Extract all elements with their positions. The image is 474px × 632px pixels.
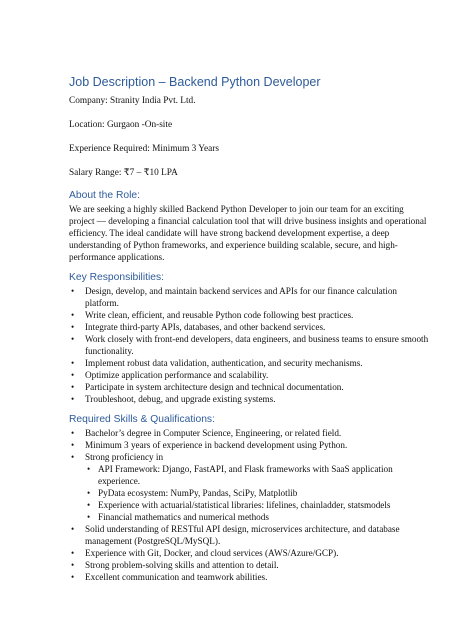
list-item: • Write clean, efficient, and reusable Python code following best practices. — [69, 309, 431, 321]
about-paragraph: We are seeking a highly skilled Backend Python Developer to join our team for an exciting project — developing a financial calculation tool that will drive business insights and operational efficiency. The ideal candidate will have strong backend development expertise, a deep understanding of Python frameworks, and experience building scalable, secure, and high-performance applications. — [69, 204, 427, 262]
list-item: • Experience with Git, Docker, and cloud services (AWS/Azure/GCP). — [69, 547, 431, 559]
salary-line: Salary Range: ₹7 – ₹10 LPA — [69, 168, 178, 178]
sublist-item: • Experience with actuarial/statistical libraries: lifelines, chainladder, statsmodels — [69, 499, 431, 511]
document-body — [69, 74, 431, 583]
skills-list — [69, 427, 431, 583]
about-heading: About the Role: — [69, 190, 140, 201]
responsibilities-list — [69, 285, 431, 405]
responsibilities-heading: Key Responsibilities: — [69, 272, 165, 283]
location-line: Location: Gurgaon -On-site — [69, 120, 173, 130]
list-item: • Participate in system architecture design and technical documentation. — [69, 381, 431, 393]
list-item: • Minimum 3 years of experience in backend development using Python. — [69, 439, 431, 451]
list-item — [69, 451, 431, 523]
list-item-label: Strong proficiency in — [85, 452, 164, 462]
sublist-item: • PyData ecosystem: NumPy, Pandas, SciPy, Matplotlib — [69, 487, 431, 499]
list-item: • Troubleshoot, debug, and upgrade existing systems. — [69, 393, 431, 405]
experience-line: Experience Required: Minimum 3 Years — [69, 144, 220, 154]
list-item: • Solid understanding of RESTful API design, microservices architecture, and database management (PostgreSQL/MySQL). — [69, 523, 431, 547]
list-item: • Strong problem-solving skills and attention to detail. — [69, 559, 431, 571]
list-item: • Integrate third-party APIs, databases, and other backend services. — [69, 321, 431, 333]
list-item: • Work closely with front-end developers, data engineers, and business teams to ensure smooth functionality. — [69, 333, 431, 357]
list-item: • Implement robust data validation, authentication, and security mechanisms. — [69, 357, 431, 369]
list-item: • Bachelor’s degree in Computer Science, Engineering, or related field. — [69, 427, 431, 439]
company-line: Company: Stranity India Pvt. Ltd. — [69, 96, 196, 106]
sublist-item: • Financial mathematics and numerical methods — [69, 511, 431, 523]
page-title: Job Description – Backend Python Developer — [69, 75, 321, 89]
skills-heading: Required Skills & Qualifications: — [69, 414, 215, 425]
list-item: • Design, develop, and maintain backend services and APIs for our finance calculation platform. — [69, 285, 431, 309]
list-item: • Excellent communication and teamwork abilities. — [69, 571, 431, 583]
proficiency-sublist — [69, 463, 431, 523]
sublist-item: • API Framework: Django, FastAPI, and Flask frameworks with SaaS application experience. — [69, 463, 431, 487]
list-item: • Optimize application performance and scalability. — [69, 369, 431, 381]
